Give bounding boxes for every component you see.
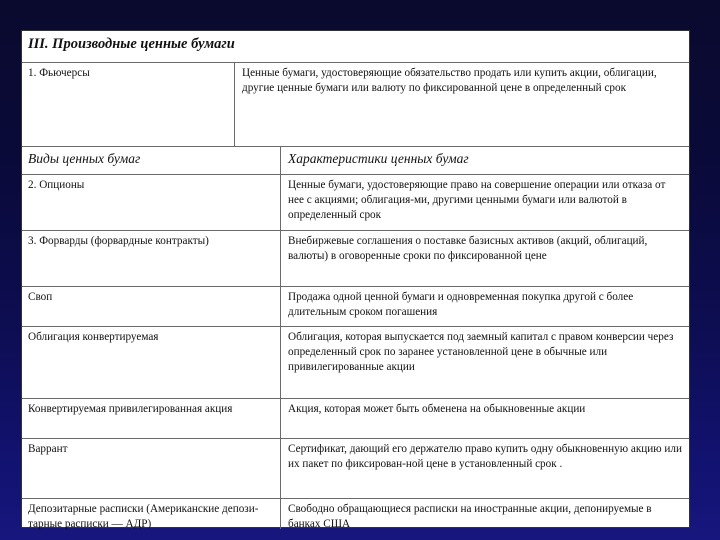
table-row [22, 175, 689, 231]
table-row [22, 327, 689, 399]
row-type: Облигация конвертируемая [28, 331, 159, 343]
row-type: Конвертируемая привилегированная акция [28, 403, 233, 415]
table-title-row [22, 31, 689, 63]
row-description: Сертификат, дающий его держателю право купить одну обыкновенную акцию или их пакет по фиксирован-ной цене в установленный срок . [280, 439, 689, 498]
row-description: Акция, которая может быть обменена на обыкновенные акции [280, 399, 689, 438]
row-description: Ценные бумаги, удостоверяющие право на совершение операции или отказа от нее с акциями; облигация-ми, другими ценными бумаги или валютой в определенный срок [280, 175, 689, 230]
table-row [22, 231, 689, 287]
row-description: Внебиржевые соглашения о поставке базисных активов (акций, облигаций, валюты) в оговоренные сроки по фиксированной цене [280, 231, 689, 286]
table-row-futures [22, 63, 689, 147]
table-row [22, 399, 689, 439]
table-row [22, 287, 689, 327]
row-type: Своп [28, 291, 53, 303]
row-type: Депозитарные расписки (Американские депози-тарные расписки — АДР) [28, 503, 259, 531]
table-row [22, 499, 689, 529]
table-header-row [22, 147, 689, 175]
row-type: 2. Опционы [28, 179, 85, 191]
row-type: Варрант [28, 443, 68, 455]
row-description: Продажа одной ценной бумаги и одновременная покупка другой с более длительным сроком погашения [280, 287, 689, 326]
row-type: 3. Форварды (форвардные контракты) [28, 235, 209, 247]
futures-description: Ценные бумаги, удостоверяющие обязательство продать или купить акции, облигации, другие ценные бумаги или валюту по фиксированной цене в определенный срок [234, 63, 689, 146]
row-description: Свободно обращающиеся расписки на иностранные акции, депонируемые в банках США [280, 499, 689, 529]
futures-label: 1. Фьючерсы [28, 67, 90, 79]
row-description: Облигация, которая выпускается под заемный капитал с правом конверсии через определенный срок по заранее установленной цене в обычные или привилегированные акции [280, 327, 689, 398]
header-types: Виды ценных бумаг [28, 151, 141, 166]
table-title: III. Производные ценные бумаги [28, 36, 235, 52]
header-characteristics: Характеристики ценных бумаг [280, 147, 689, 174]
table-row [22, 439, 689, 499]
securities-table [21, 30, 690, 531]
